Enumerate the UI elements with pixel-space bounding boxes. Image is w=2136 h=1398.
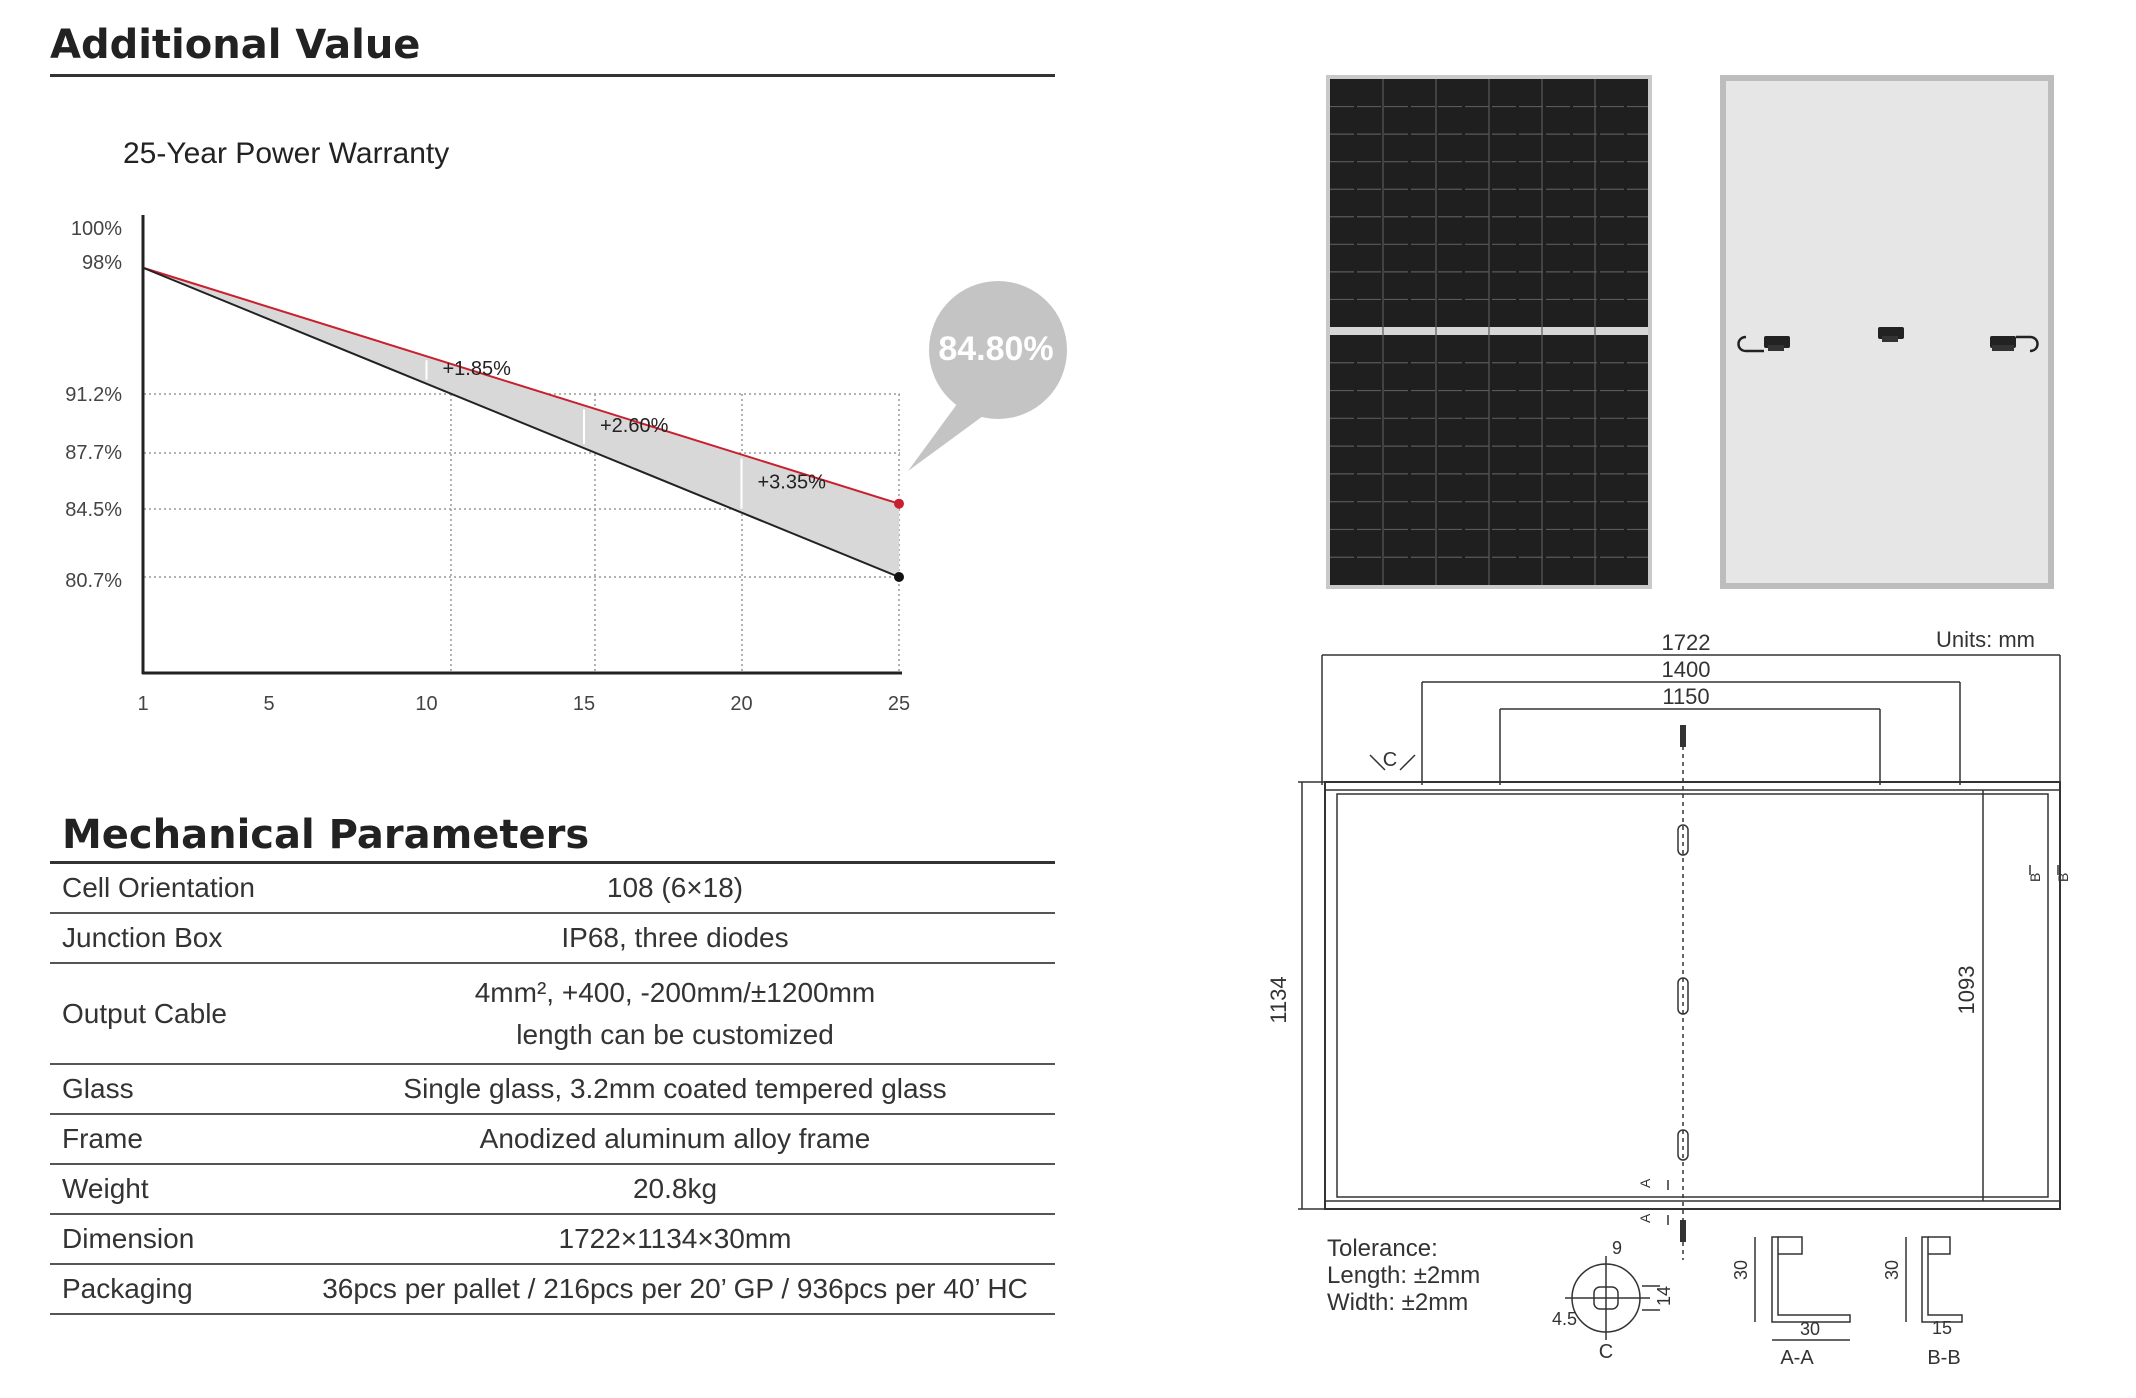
- gain-label: +1.85%: [442, 357, 511, 380]
- gain-label: +3.35%: [757, 471, 826, 494]
- row-label: Glass: [50, 1064, 295, 1114]
- tolerance-length: Length: ±2mm: [1327, 1262, 1481, 1289]
- row-label: Frame: [50, 1114, 295, 1164]
- chart-title: 25-Year Power Warranty: [123, 137, 450, 170]
- table-row: [50, 1214, 1055, 1264]
- section-aa-dim: 30: [1731, 1259, 1751, 1280]
- section-bb-profile: [1906, 1237, 1962, 1322]
- y-tick-label: 98%: [81, 252, 122, 274]
- x-tick-label: 10: [415, 693, 438, 715]
- row-label: Output Cable: [50, 963, 295, 1064]
- tolerance-block: [1327, 1235, 1480, 1316]
- callout-value: 84.80%: [938, 330, 1054, 368]
- title-divider: [50, 74, 1055, 77]
- series-line-additional: [143, 268, 899, 504]
- row-label: Weight: [50, 1164, 295, 1214]
- detail-c-marker: C: [1382, 749, 1398, 771]
- table-row: [50, 913, 1055, 963]
- section-bb-dim: 15: [1931, 1318, 1953, 1338]
- row-value: 36pcs per pallet / 216pcs per 20’ GP / 936pcs per 40’ HC: [295, 1264, 1055, 1314]
- section-bb-dim: 30: [1882, 1259, 1902, 1280]
- row-label: Junction Box: [50, 913, 295, 963]
- section-a-marker: A: [1637, 1213, 1653, 1223]
- section-c-dim: 9: [1612, 1238, 1623, 1258]
- table-row: [50, 1064, 1055, 1114]
- section-c-dim: 4.5: [1552, 1309, 1578, 1329]
- section-aa-label: A-A: [1780, 1347, 1814, 1369]
- section-c-dim: 14: [1654, 1285, 1674, 1306]
- table-row: [50, 1164, 1055, 1214]
- dim-inner: 1093: [1954, 965, 1979, 1015]
- end-point-additional: [894, 499, 904, 509]
- dim-mount-1400: 1400: [1661, 657, 1711, 682]
- x-tick-label: 5: [263, 693, 275, 715]
- x-tick-label: 20: [730, 693, 753, 715]
- series-line-standard: [143, 268, 899, 577]
- mechanical-table: [50, 864, 1055, 1315]
- row-label: Dimension: [50, 1214, 295, 1264]
- y-tick-label: 91.2%: [65, 384, 122, 406]
- table-row: [50, 963, 1055, 1064]
- panel-back-image: [1720, 75, 2054, 589]
- section-bb-label: B-B: [1927, 1347, 1961, 1369]
- row-value: Anodized aluminum alloy frame: [295, 1114, 1055, 1164]
- section-c-label: C: [1598, 1341, 1614, 1363]
- row-value: 20.8kg: [295, 1164, 1055, 1214]
- end-point-standard: [894, 572, 904, 582]
- dim-length: 1722: [1661, 630, 1711, 655]
- section-b-marker: B: [2055, 872, 2071, 882]
- row-label: Packaging: [50, 1264, 295, 1314]
- section-a-marker: A: [1637, 1178, 1653, 1188]
- page-title: Additional Value: [50, 22, 421, 68]
- y-tick-label: 100%: [70, 218, 122, 240]
- mechanical-title: Mechanical Parameters: [62, 812, 590, 858]
- table-row: [50, 1114, 1055, 1164]
- row-label: Cell Orientation: [50, 864, 295, 913]
- section-c-detail: [1565, 1256, 1660, 1340]
- row-value: Single glass, 3.2mm coated tempered glass: [295, 1064, 1055, 1114]
- section-b-marker: B: [2027, 872, 2043, 882]
- callout-bubble: [908, 281, 1067, 471]
- x-tick-label: 1: [137, 693, 149, 715]
- row-value: IP68, three diodes: [295, 913, 1055, 963]
- table-row: [50, 864, 1055, 913]
- units-label: Units: mm: [1936, 627, 2035, 652]
- panel-front-image: [1326, 75, 1652, 589]
- dim-width: 1134: [1266, 976, 1291, 1024]
- row-value-line: length can be customized: [516, 1018, 834, 1050]
- warranty-chart: [40, 195, 1054, 735]
- tolerance-title: Tolerance:: [1327, 1235, 1438, 1262]
- row-value: [295, 963, 1055, 1064]
- tolerance-width: Width: ±2mm: [1327, 1289, 1469, 1316]
- y-tick-label: 80.7%: [65, 570, 122, 592]
- row-value: 1722×1134×30mm: [295, 1214, 1055, 1264]
- y-tick-label: 87.7%: [65, 442, 122, 464]
- x-tick-label: 25: [887, 693, 911, 715]
- dim-mount-1150: 1150: [1662, 684, 1710, 709]
- row-value-line: 4mm², +400, -200mm/±1200mm: [474, 976, 876, 1008]
- table-row: [50, 1264, 1055, 1314]
- x-tick-label: 15: [572, 693, 596, 715]
- gain-label: +2.60%: [600, 414, 669, 437]
- section-aa-dim: 30: [1799, 1319, 1821, 1339]
- row-value: 108 (6×18): [295, 864, 1055, 913]
- y-tick-label: 84.5%: [65, 499, 122, 521]
